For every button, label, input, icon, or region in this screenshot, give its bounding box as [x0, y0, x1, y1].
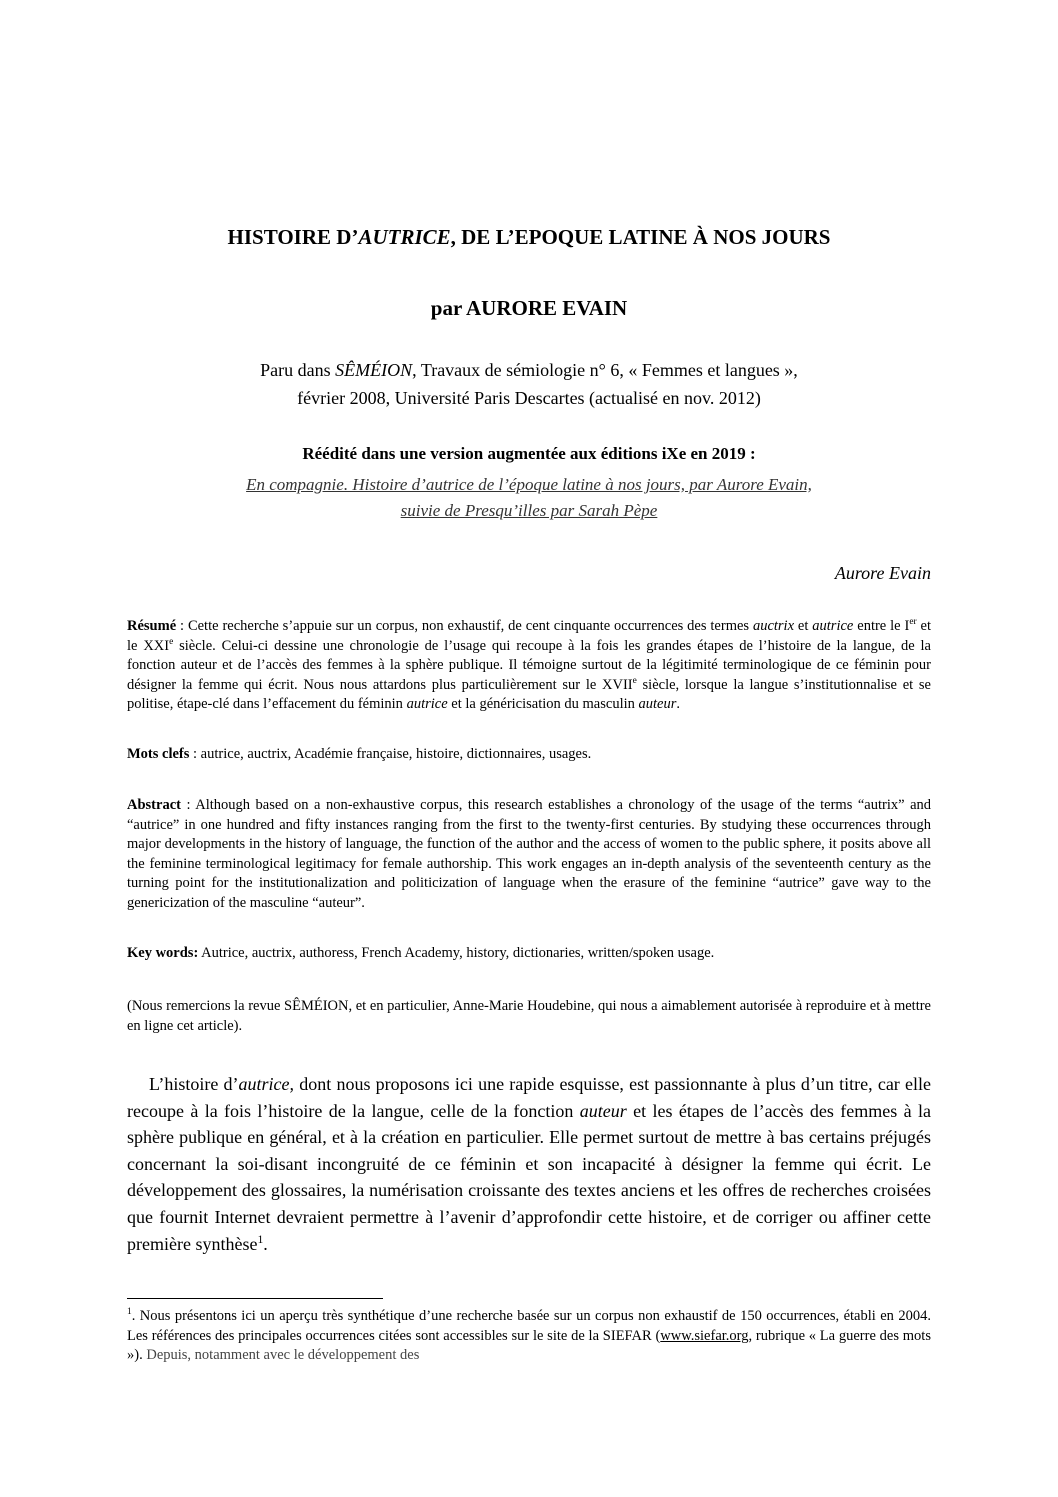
siefar-link[interactable]: www.siefar.org: [660, 1327, 749, 1344]
publication-line-2: février 2008, Université Paris Descartes (actualisé en nov. 2012): [297, 388, 761, 408]
footnote-divider: [127, 1298, 383, 1299]
body-paragraph: L’histoire d’autrice, dont nous proposons ici une rapide esquisse, est passionnante à plus d’un titre, car elle recoupe à la fois l’histoire de la langue, celle de la fonction auteur et les étapes de l’accès des femmes à la sphère publique en général, et à la création en particulier. Elle permet surtout de mettre à bas certains préjugés concernant la soi-disant incongruité de ce féminin et son incapacité à désigner la femme qui écrit. Le développement des glossaires, la numérisation croissante des textes anciens et les offres de recherches croisées que fournit Internet devraient permettre à l’avenir d’approfondir cette histoire, et de corriger ou affiner cette première synthèse$^1$.: [127, 1074, 932, 1254]
footnote-ref[interactable]: 1: [257, 1232, 264, 1246]
key-words: Key words: Autrice, auctrix, authoress, French Academy, history, dictionaries, written/spoken usage.: [127, 945, 715, 961]
reedition-link[interactable]: En compagnie. Histoire d’autrice de l’époque latine à nos jours, par Aurore Evain, suivie de Presqu’illes par Sarah Pèpe: [246, 475, 812, 520]
resume-paragraph: Résumé : Cette recherche s’appuie sur un corpus, non exhaustif, de cent cinquante occurrences des termes auctrix et autrice entre le Ier et le XXIe siècle. Celui-ci dessine une chronologie de l’usage qui recoupe à la fois les grandes étapes de l’histoire de la langue, de la fonction auteur et de l’accès des femmes à la sphère publique. Il témoigne surtout de la légitimité terminologique de ce féminin pour désigner la femme qui écrit. Nous nous attardons plus particulièrement sur le XVIIe siècle, lorsque la langue s’institutionnalise et se politise, étape-clé dans l’effacement du féminin autrice et la généricisation du masculin auteur.: [127, 617, 931, 712]
abstract-paragraph: Abstract : Although based on a non-exhaustive corpus, this research establishes a chronology of the usage of the terms “autrix” and “autrice” in one hundred and fifty instances ranging from the first to the twenty-first centuries. By studying these occurrences through major developments in the history of language, the function of the author and the access of women to the public sphere, it posits above all the feminine terminological legitimacy for female authorship. This work engages an in-depth analysis of the seventeenth century as the turning point for the institutionalization and politicization of language when the erasure of the feminine “autrice” gave way to the genericization of the masculine “auteur”.: [127, 797, 931, 911]
mots-clefs: Mots clefs : autrice, auctrix, Académie française, histoire, dictionnaires, usages.: [127, 746, 592, 762]
publication-info: [127, 356, 931, 412]
author-signature: Aurore Evain: [834, 563, 931, 583]
article-title: HISTOIRE D’AUTRICE, DE L’EPOQUE LATINE À NOS JOURS: [227, 225, 831, 249]
publication-line-1: Paru dans SÊMÉION, Travaux de sémiologie n° 6, « Femmes et langues »,: [260, 360, 798, 380]
reedition-heading: Réédité dans une version augmentée aux éditions iXe en 2019 :: [302, 444, 756, 463]
acknowledgement: (Nous remercions la revue SÊMÉION, et en particulier, Anne-Marie Houdebine, qui nous a aimablement autorisée à reproduire et à mettre en ligne cet article).: [127, 998, 931, 1034]
footnote-1: $^1$. Nous présentons ici un aperçu très synthétique d’une recherche basée sur un corpus non exhaustif de 150 occurrences, établi en 2004. Les références des principales occurrences citées sont accessibles sur le site de la SIEFAR (www.siefar.org, rubrique « La guerre des mots »). Depuis, notamment avec le développement des: [127, 1307, 931, 1363]
author-byline: par AURORE EVAIN: [430, 296, 628, 320]
